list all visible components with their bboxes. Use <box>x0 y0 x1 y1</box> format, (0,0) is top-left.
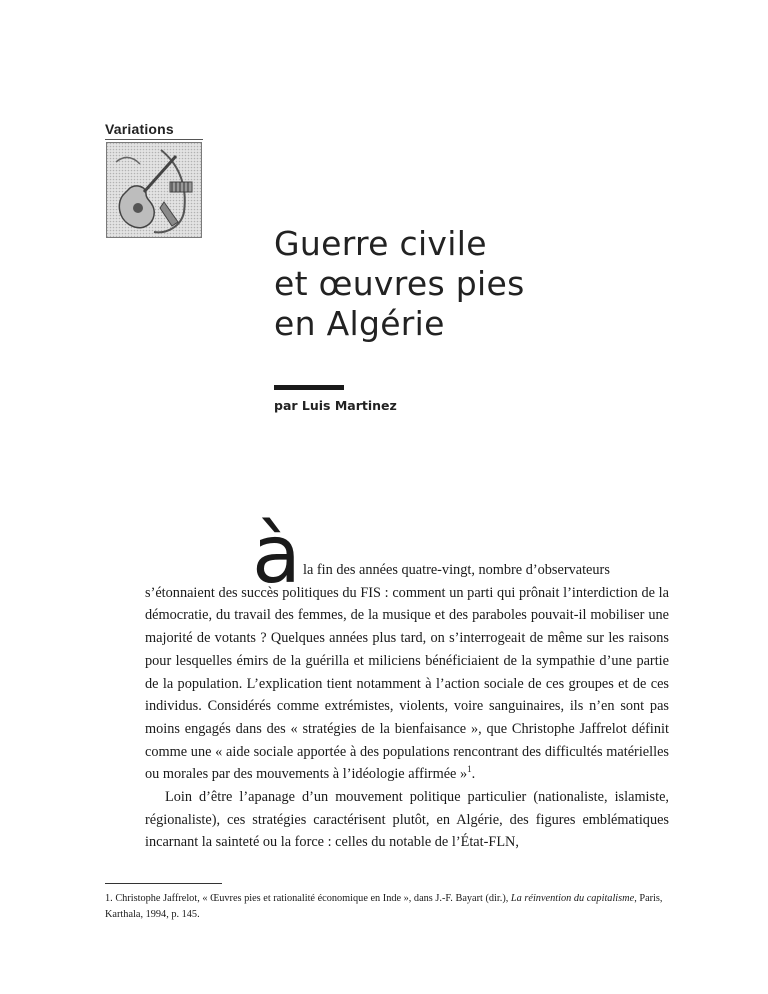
title-line: Guerre civile <box>274 224 487 263</box>
title-rule <box>274 385 344 390</box>
footnote <box>105 891 673 923</box>
title-line: et œuvres pies <box>274 264 525 303</box>
footnote-text: Christophe Jaffrelot, « Œuvres pies et rationalité économique en Inde », dans J.-F. Bayart (dir.), <box>115 893 511 904</box>
footnote-book-title: La réinvention du capitalisme <box>510 893 635 904</box>
paragraph-text: s’étonnaient des succès politiques du FIS : comment un parti qui prônait l’interdiction de la démocratie, du travail des femmes, de la musique et des paraboles pouvait-il mobiliser une majorité de votants ? Quelques années plus tard, on s’interrogeait de même sur les raisons pour lesquelles émirs de la guérilla et miliciens bénéficiaient de la sympathie d’une partie de la population. L’explication tient notamment à l’action sociale de ces groupes et de ces individus. Considérés comme extrémistes, violents, voire sanguinaires, ils n’en sont pas moins engagés dans des « stratégies de la bienfaisance », que Christophe Jaffrelot définit comme une « aide sociale apportée à des populations rencontrant des difficultés matérielles ou morales par des mouvements à l’idéologie affirmée » <box>145 584 669 783</box>
footnote-number: 1. <box>105 893 113 904</box>
footnote-text-end: , Paris, Karthala, 1994, p. 145. <box>105 893 663 920</box>
first-line: la fin des années quatre-vingt, nombre d’observateurs <box>303 562 610 578</box>
article-body <box>145 559 669 854</box>
article-title <box>274 224 714 344</box>
section-label: Variations <box>105 121 174 137</box>
drop-cap: à <box>252 508 302 601</box>
musical-instruments-illustration-icon <box>106 142 202 238</box>
paragraph <box>145 559 669 786</box>
byline: par Luis Martinez <box>274 398 397 413</box>
section-rule <box>105 139 203 140</box>
footnote-rule <box>105 883 222 884</box>
title-line: en Algérie <box>274 304 445 343</box>
paragraph-end: . <box>471 766 476 783</box>
paragraph: Loin d’être l’apanage d’un mouvement politique particulier (nationaliste, islamiste, régionaliste), ces stratégies caractérisent plutôt, en Algérie, des figures emblématiques incarnant la sainteté ou la force : celles du notable de l’État-FLN, <box>145 789 669 851</box>
footnote-ref: 1 <box>467 764 472 775</box>
